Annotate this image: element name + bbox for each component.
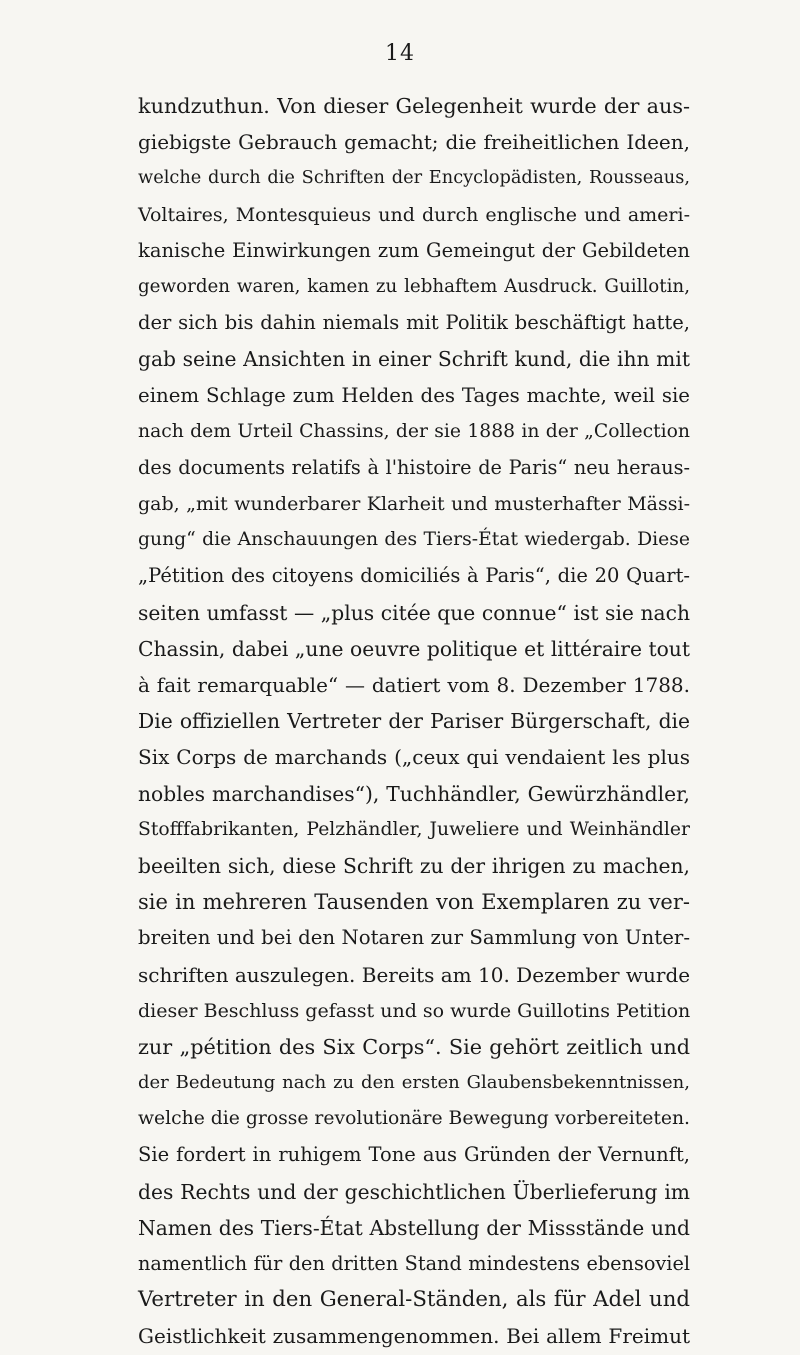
text-line: beeilten sich, diese Schrift zu der ihrigen zu machen,	[138, 853, 690, 878]
text-line: Geistlichkeit zusammengenommen. Bei allem Freimut	[138, 1324, 690, 1349]
text-line: gung“ die Anschauungen des Tiers-État wiedergab. Diese	[138, 529, 690, 551]
text-line: nobles marchandises“), Tuchhändler, Gewürzhändler,	[138, 781, 690, 806]
text-line: namentlich für den dritten Stand mindestens ebensoviel	[138, 1252, 690, 1275]
text-line: Die offiziellen Vertreter der Pariser Bürgerschaft, die	[138, 709, 690, 734]
text-line: einem Schlage zum Helden des Tages machte, weil sie	[138, 383, 690, 407]
text-line: sie in mehreren Tausenden von Exemplaren zu ver-	[138, 890, 690, 915]
text-line: des Rechts und der geschichtlichen Überlieferung im	[138, 1179, 690, 1204]
text-line: zur „pétition des Six Corps“. Sie gehört zeitlich und	[138, 1034, 690, 1059]
text-line: gab, „mit wunderbarer Klarheit und musterhafter Mässi-	[138, 493, 690, 516]
text-line: dieser Beschluss gefasst und so wurde Guillotins Petition	[138, 999, 691, 1022]
text-line: à fait remarquable“ — datiert vom 8. Dezember 1788.	[138, 673, 690, 697]
text-line: Sie fordert in ruhigem Tone aus Gründen der Vernunft,	[138, 1143, 690, 1167]
text-line: des documents relatifs à l'histoire de Paris“ neu heraus-	[138, 455, 690, 479]
text-line: gab seine Ansichten in einer Schrift kund, die ihn mit	[138, 347, 690, 372]
text-line: Voltaires, Montesquieus und durch englische und ameri-	[138, 203, 690, 226]
text-line: kanische Einwirkungen zum Gemeingut der Gebildeten	[138, 238, 690, 262]
text-line: der Bedeutung nach zu den ersten Glaubensbekenntnissen,	[138, 1072, 690, 1094]
text-line: nach dem Urteil Chassins, der sie 1888 in der „Collection	[138, 420, 690, 442]
text-line: Stofffabrikanten, Pelzhändler, Juweliere und Weinhändler	[138, 818, 690, 840]
text-line: welche die grosse revolutionäre Bewegung vorbereiteten.	[138, 1108, 690, 1130]
text-line: kundzuthun. Von dieser Gelegenheit wurde der aus-	[138, 94, 690, 118]
text-line: Namen des Tiers-État Abstellung der Missstände und	[138, 1215, 690, 1240]
text-line: Vertreter in den General-Ständen, als für Adel und	[138, 1287, 690, 1313]
text-line: seiten umfasst — „plus citée que connue“ ist sie nach	[138, 600, 690, 625]
page-number: 14	[385, 41, 415, 66]
text-line: breiten und bei den Notaren zur Sammlung von Unter-	[138, 926, 690, 950]
text-line: „Pétition des citoyens domiciliés à Paris“, die 20 Quart-	[138, 564, 690, 588]
text-line: schriften auszulegen. Bereits am 10. Dezember wurde	[138, 962, 691, 987]
text-line: der sich bis dahin niemals mit Politik beschäftigt hatte,	[138, 311, 690, 335]
body-text	[138, 88, 690, 1355]
text-line: Six Corps de marchands („ceux qui vendaient les plus	[138, 745, 690, 770]
text-line: Chassin, dabei „une oeuvre politique et littéraire tout	[138, 636, 690, 661]
text-line: welche durch die Schriften der Encyclopädisten, Rousseaus,	[138, 168, 690, 189]
text-line: giebigste Gebrauch gemacht; die freiheitlichen Ideen,	[138, 130, 690, 155]
text-line: geworden waren, kamen zu lebhaftem Ausdruck. Guillotin,	[138, 275, 690, 297]
